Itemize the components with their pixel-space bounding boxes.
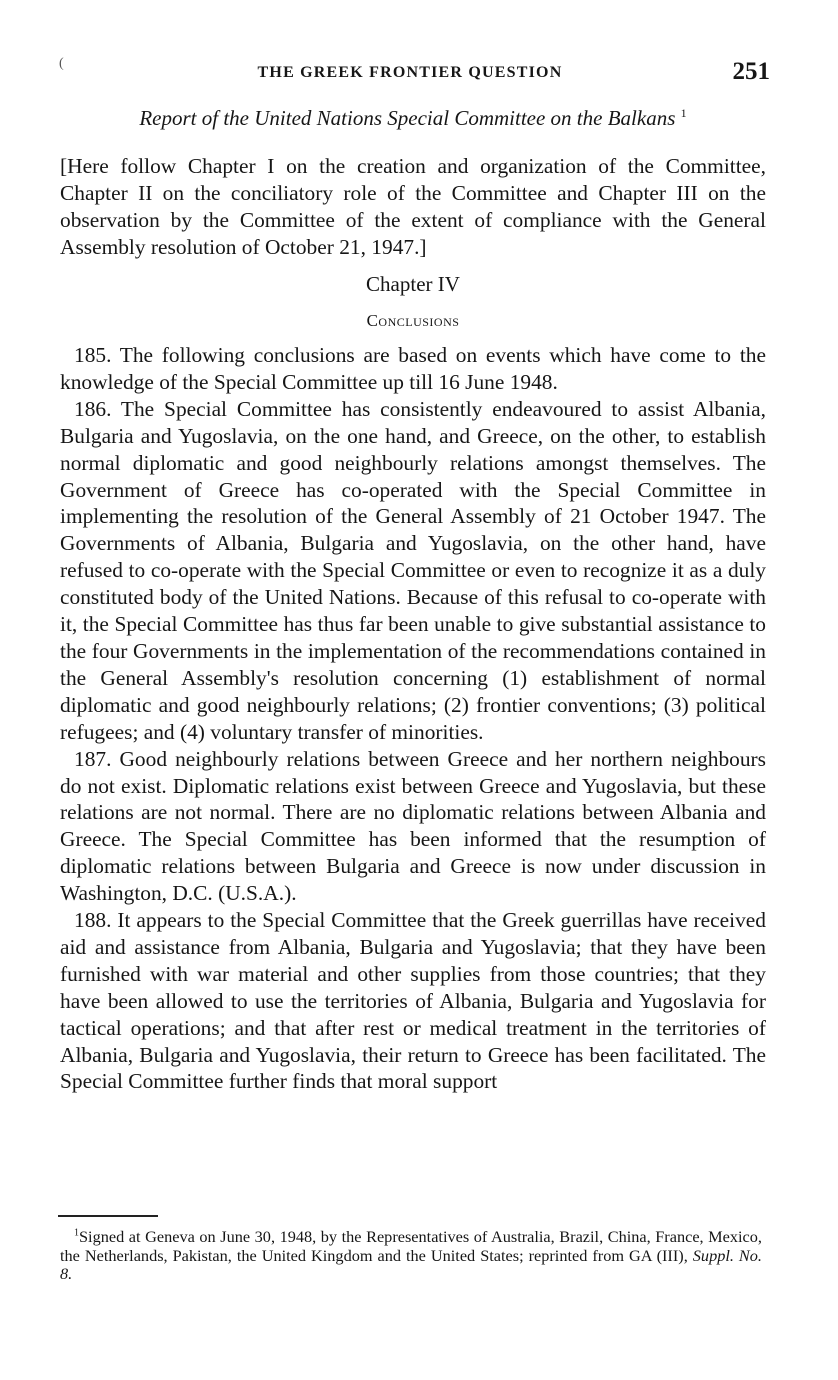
paragraph-185: 185. The following conclusions are based on events which have come to the knowledge of the Special Committee up till 16 June 1948. xyxy=(60,343,766,394)
footnote-reference: Suppl. No. 8. xyxy=(60,1245,762,1283)
running-head xyxy=(60,58,770,88)
margin-mark: ( xyxy=(59,56,64,71)
body-text xyxy=(60,342,766,1095)
report-title xyxy=(60,104,766,132)
running-title: THE GREEK FRONTIER QUESTION xyxy=(257,64,563,81)
footnote-text: Signed at Geneva on June 30, 1948, by the Representatives of Australia, Brazil, China, France, Mexico, the Netherlands, Pakistan, the United Kingdom and the United States; reprinted from GA (III), xyxy=(60,1227,762,1265)
intro-bracket-paragraph: [Here follow Chapter I on the creation and organization of the Committee, Chapter II on the conciliatory role of the Committee and Chapter III on the observation by the Committee of the extent of compliance with the General Assembly resolution of October 21, 1947.] xyxy=(60,154,766,259)
section-heading: Conclusions xyxy=(366,311,460,330)
chapter-heading: Chapter IV xyxy=(366,272,460,296)
paragraph-187: 187. Good neighbourly relations between Greece and her northern neighbours do not exist. Diplomatic relations exist between Greece and Yugoslavia, but these relations are not normal. There are no diplomatic relations between Albania and Greece. The Special Committee has been informed that the resumption of diplomatic relations between Bulgaria and Greece is now under discussion in Washington, D.C. (U.S.A.). xyxy=(60,746,766,906)
footnote xyxy=(60,1228,762,1284)
footnote-marker: 1 xyxy=(74,1227,79,1239)
paragraph-186: 186. The Special Committee has consistently endeavoured to assist Albania, Bulgaria and Yugoslavia, on the one hand, and Greece, on the other, to establish normal diplomatic and good neighbourly relations amongst themselves. The Government of Greece has co-operated with the Special Committee in implementing the resolution of the General Assembly of 21 October 1947. The Governments of Albania, Bulgaria and Yugoslavia, on the other hand, have refused to co-operate with the Special Committee or even to recognize it as a duly constituted body of the United Nations. Because of this refusal to co-operate with it, the Special Committee has thus far been unable to give substantial assistance to the four Governments in the implementation of the recommendations contained in the General Assembly's resolution concerning (1) establishment of normal diplomatic and good neighbourly relations; (2) frontier conventions; (3) political refugees; and (4) voluntary transfer of minorities. xyxy=(60,396,766,744)
page-number: 251 xyxy=(732,58,770,85)
report-title-text: Report of the United Nations Special Committee on the Balkans xyxy=(139,106,676,130)
report-footnote-marker: 1 xyxy=(680,106,687,120)
paragraph-188: 188. It appears to the Special Committee that the Greek guerrillas have received aid and assistance from Albania, Bulgaria and Yugoslavia; that they have been furnished with war material and other supplies from those countries; that they have been allowed to use the territories of Albania, Bulgaria and Yugoslavia for tactical operations; and that after rest or medical treatment in the territories of Albania, Bulgaria and Yugoslavia, their return to Greece has been facilitated. The Special Committee further finds that moral support xyxy=(60,908,766,1094)
footnote-divider xyxy=(58,1215,158,1217)
